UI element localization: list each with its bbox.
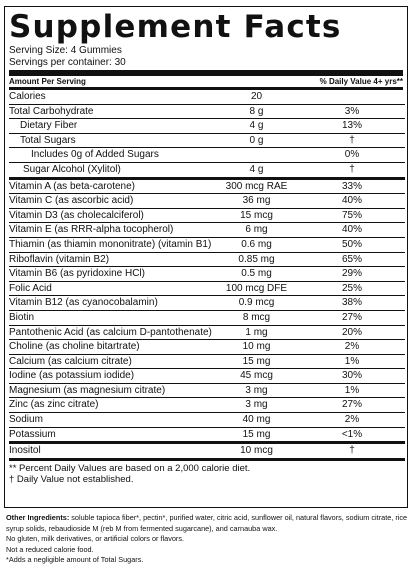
nutrient-name: Zinc (as zinc citrate) [9,398,214,413]
footnotes [9,463,403,485]
nutrient-daily-value: 25% [299,281,405,296]
nutrient-amount: 15 mcg [214,208,299,223]
nutrient-amount: 40 mg [214,413,299,428]
nutrient-row [9,325,405,340]
other-ingredients-text: soluble tapioca fiber*, pectin*, purified water, citric acid, sunflower oil, natural flavors, sodium citrate, rice syrup solids, rebaudioside M (reb M from fermented sugarcane), and carnauba wax. [6,513,408,533]
nutrient-name: Pantothenic Acid (as calcium D-pantothenate) [9,325,214,340]
nutrient-daily-value: † [299,162,405,178]
nutrient-daily-value: 30% [299,369,405,384]
note-allergens: No gluten, milk derivatives, or artificial colors or flavors. [6,534,185,544]
nutrient-row [9,383,405,398]
nutrient-amount: 8 mcg [214,310,299,325]
nutrient-daily-value: 20% [299,325,405,340]
nutrient-amount: 100 mcg DFE [214,281,299,296]
nutrient-amount: 0.9 mcg [214,296,299,311]
nutrient-row [9,427,405,443]
nutrient-name: Vitamin B12 (as cyanocobalamin) [9,296,214,311]
nutrient-name: Sodium [9,413,214,428]
nutrient-name: Calories [9,90,214,104]
nutrient-amount: 0.6 mg [214,237,299,252]
nutrient-row [9,413,405,428]
nutrient-table [9,90,405,461]
nutrient-amount: 6 mg [214,223,299,238]
nutrient-daily-value: 38% [299,296,405,311]
nutrient-name: Includes 0g of Added Sugars [9,148,214,163]
nutrient-amount: 10 mcg [214,443,299,460]
nutrient-daily-value: 1% [299,383,405,398]
serving-size: Serving Size: 4 Gummies [9,45,122,56]
nutrient-row [9,133,405,148]
nutrient-row [9,223,405,238]
nutrient-name: Dietary Fiber [9,119,214,134]
nutrient-amount: 36 mg [214,194,299,209]
nutrient-daily-value: 1% [299,354,405,369]
nutrient-daily-value: 13% [299,119,405,134]
nutrient-name: Inositol [9,443,214,460]
nutrient-row [9,194,405,209]
nutrient-amount: 15 mg [214,354,299,369]
nutrient-daily-value: 29% [299,267,405,282]
nutrient-amount: 3 mg [214,398,299,413]
nutrient-amount: 0.85 mg [214,252,299,267]
nutrient-daily-value: <1% [299,427,405,443]
nutrient-name: Sugar Alcohol (Xylitol) [9,162,214,178]
nutrient-name: Choline (as choline bitartrate) [9,340,214,355]
nutrient-daily-value [299,90,405,104]
panel-title: Supplement Facts [9,9,342,45]
nutrient-row [9,310,405,325]
nutrient-daily-value: † [299,133,405,148]
nutrient-amount: 3 mg [214,383,299,398]
nutrient-amount: 300 mcg RAE [214,178,299,194]
nutrient-amount: 4 g [214,162,299,178]
nutrient-row [9,178,405,194]
nutrient-row [9,119,405,134]
nutrient-row [9,340,405,355]
nutrient-daily-value: 27% [299,398,405,413]
other-ingredients-label: Other Ingredients: [6,513,70,522]
nutrient-row [9,148,405,163]
nutrient-daily-value: 2% [299,340,405,355]
nutrient-daily-value: 65% [299,252,405,267]
nutrient-row [9,369,405,384]
nutrient-row [9,237,405,252]
nutrient-name: Thiamin (as thiamin mononitrate) (vitamin B1) [9,237,214,252]
amount-per-serving-label: Amount Per Serving [9,77,86,86]
other-ingredients [6,513,408,534]
daily-value-label: % Daily Value 4+ yrs** [319,77,403,86]
nutrient-amount: 0.5 mg [214,267,299,282]
footnote-not-established: † Daily Value not established. [9,473,134,485]
nutrient-daily-value: 40% [299,223,405,238]
nutrient-amount: 8 g [214,104,299,119]
nutrient-row [9,252,405,267]
nutrient-daily-value: 27% [299,310,405,325]
nutrient-daily-value: † [299,443,405,460]
nutrient-daily-value: 3% [299,104,405,119]
nutrient-row [9,208,405,223]
nutrient-daily-value: 50% [299,237,405,252]
nutrient-name: Magnesium (as magnesium citrate) [9,383,214,398]
nutrient-amount: 20 [214,90,299,104]
nutrient-name: Potassium [9,427,214,443]
nutrient-name: Calcium (as calcium citrate) [9,354,214,369]
servings-per-container: Servings per container: 30 [9,56,126,68]
nutrient-name: Total Carbohydrate [9,104,214,119]
note-calorie: Not a reduced calorie food. [6,544,94,554]
nutrient-row [9,354,405,369]
nutrient-name: Vitamin D3 (as cholecalciferol) [9,208,214,223]
nutrient-name: Vitamin A (as beta-carotene) [9,178,214,194]
nutrient-row [9,398,405,413]
nutrient-row [9,90,405,104]
nutrient-row [9,104,405,119]
nutrient-name: Vitamin C (as ascorbic acid) [9,194,214,209]
nutrient-name: Vitamin E (as RRR-alpha tocopherol) [9,223,214,238]
note-sugars: *Adds a negligible amount of Total Sugars. [6,555,144,565]
nutrient-daily-value: 0% [299,148,405,163]
nutrient-name: Folic Acid [9,281,214,296]
nutrient-row [9,267,405,282]
nutrient-amount: 1 mg [214,325,299,340]
nutrient-name: Vitamin B6 (as pyridoxine HCl) [9,267,214,282]
nutrient-name: Total Sugars [9,133,214,148]
nutrient-amount: 15 mg [214,427,299,443]
column-header [9,76,403,87]
nutrient-name: Riboflavin (vitamin B2) [9,252,214,267]
nutrient-name: Iodine (as potassium iodide) [9,369,214,384]
nutrient-amount [214,148,299,163]
nutrient-amount: 4 g [214,119,299,134]
nutrient-daily-value: 2% [299,413,405,428]
nutrient-row [9,162,405,178]
other-ingredients-section [6,513,408,566]
nutrient-daily-value: 40% [299,194,405,209]
nutrient-daily-value: 75% [299,208,405,223]
nutrient-row [9,281,405,296]
nutrient-row [9,443,405,460]
supplement-facts-panel [4,6,408,508]
nutrient-amount: 45 mcg [214,369,299,384]
nutrient-amount: 10 mg [214,340,299,355]
nutrient-amount: 0 g [214,133,299,148]
nutrient-daily-value: 33% [299,178,405,194]
nutrient-row [9,296,405,311]
nutrient-name: Biotin [9,310,214,325]
footnote-daily-value: ** Percent Daily Values are based on a 2,000 calorie diet. [9,462,251,474]
